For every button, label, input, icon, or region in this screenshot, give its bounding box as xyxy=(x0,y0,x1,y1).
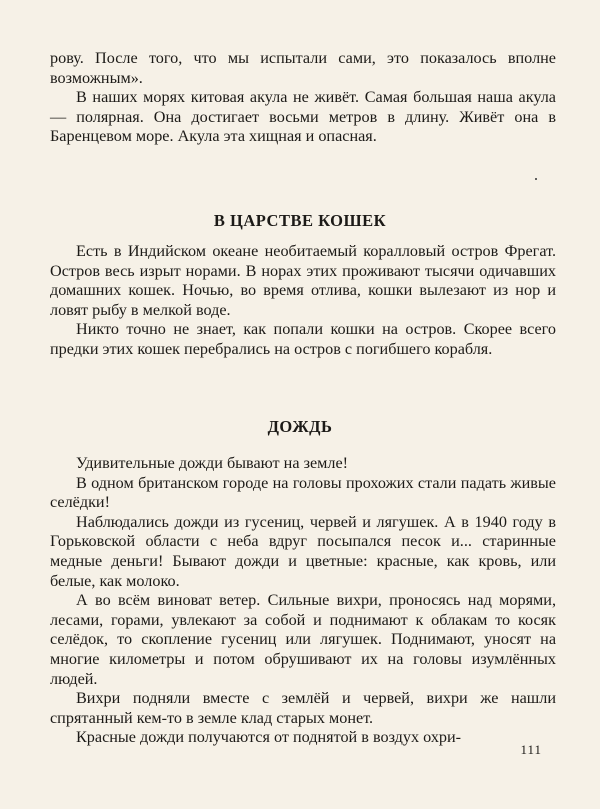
rain-section-text xyxy=(50,454,556,748)
cats-section-text xyxy=(50,242,556,360)
section-heading-rain: ДОЖДЬ xyxy=(267,417,333,436)
paragraph: Вихри подняли вместе с землёй и червей, вихри же нашли спрятанный кем-то в земле клад старых монет. xyxy=(50,689,556,727)
section-heading-cats: В ЦАРСТВЕ КОШЕК xyxy=(213,211,387,230)
paragraph: Наблюдались дожди из гусениц, червей и лягушек. А в 1940 году в Горьковской области с неба вдруг посыпался песок и... старинные медные деньги! Бывают дожди и цветные: красные, как кровь, или белые, как молоко. xyxy=(50,512,556,590)
page-number: 111 xyxy=(520,742,542,757)
paragraph: А во всём виноват ветер. Сильные вихри, проносясь над морями, лесами, горами, увлекают за собой и поднимают к облакам то косяк селёдок, то скопление гусениц или лягушек. Поднимают, уносят на многие километры и потом обрушивают их на головы изумлённых людей. xyxy=(50,591,556,688)
paragraph: рову. После того, что мы испытали сами, это показалось вполне возможным». xyxy=(50,49,556,87)
print-speck xyxy=(535,178,537,180)
paragraph: Никто точно не знает, как попали кошки на остров. Скорее всего предки этих кошек перебрались на остров с погибшего корабля. xyxy=(50,320,556,358)
paragraph: Есть в Индийском океане необитаемый коралловый остров Фрегат. Остров весь изрыт норами. В норах этих проживают тысячи одичавших домашних кошек. Ночью, во время отлива, кошки вылезают из нор и ловят рыбу в мелкой воде. xyxy=(50,242,556,319)
paragraph: Удивительные дожди бывают на земле! xyxy=(76,454,349,472)
paragraph: В наших морях китовая акула не живёт. Самая большая наша акула — полярная. Она достигает восьми метров в длину. Живёт она в Баренцевом море. Акула эта хищная и опасная. xyxy=(50,88,556,146)
intro-text xyxy=(50,49,556,147)
paragraph: Красные дожди получаются от поднятой в воздух охри- xyxy=(76,728,462,747)
paragraph: В одном британском городе на головы прохожих стали падать живые селёдки! xyxy=(50,473,556,512)
